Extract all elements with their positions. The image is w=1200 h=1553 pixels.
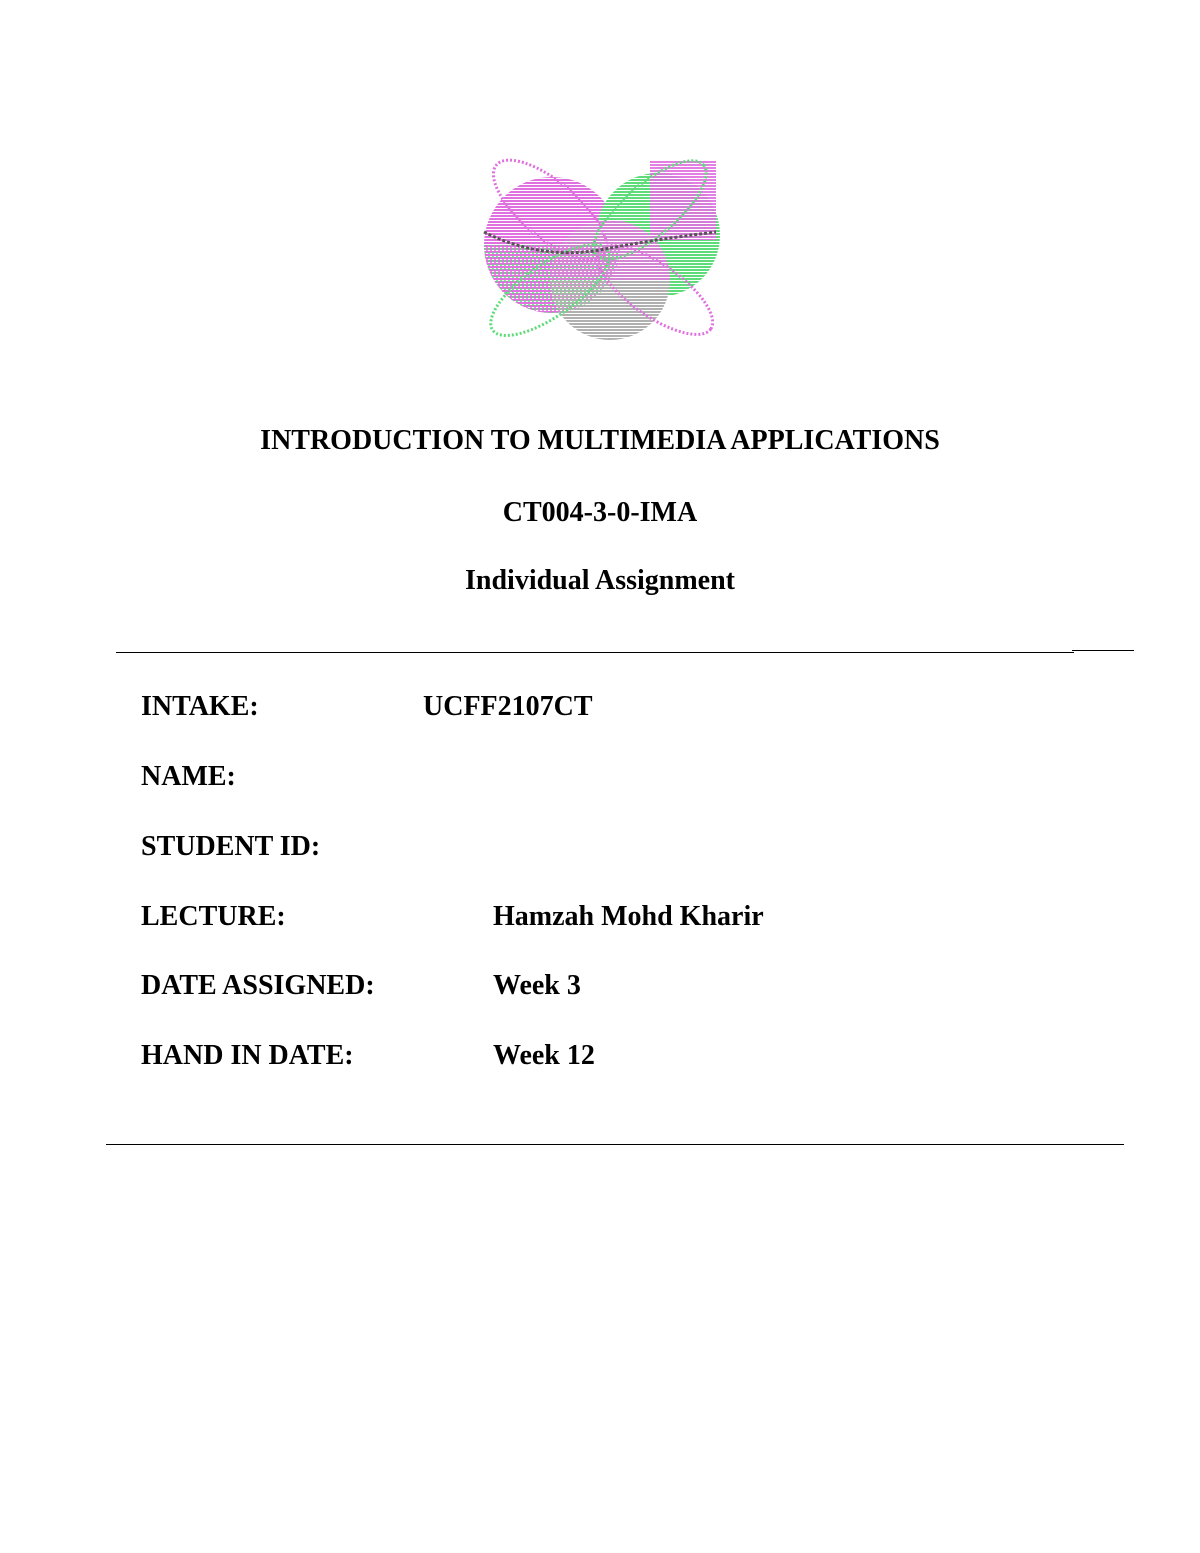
lecture-label: LECTURE: bbox=[141, 901, 286, 932]
date-assigned-value: Week 3 bbox=[493, 970, 581, 1001]
intake-label: INTAKE: bbox=[141, 691, 259, 722]
course-title: INTRODUCTION TO MULTIMEDIA APPLICATIONS bbox=[260, 425, 940, 456]
bottom-divider bbox=[106, 1144, 1124, 1145]
top-divider-tail bbox=[1072, 650, 1134, 651]
assignment-type: Individual Assignment bbox=[465, 565, 735, 596]
module-code: CT004-3-0-IMA bbox=[502, 497, 698, 528]
hand-in-date-label: HAND IN DATE: bbox=[141, 1040, 354, 1071]
top-divider bbox=[116, 652, 1074, 653]
name-label: NAME: bbox=[141, 761, 236, 792]
lecture-value: Hamzah Mohd Kharir bbox=[493, 901, 764, 932]
hand-in-date-value: Week 12 bbox=[493, 1040, 595, 1071]
student-id-label: STUDENT ID: bbox=[141, 831, 321, 862]
date-assigned-label: DATE ASSIGNED: bbox=[141, 970, 375, 1001]
institution-logo bbox=[480, 140, 720, 355]
intake-value: UCFF2107CT bbox=[423, 691, 593, 722]
